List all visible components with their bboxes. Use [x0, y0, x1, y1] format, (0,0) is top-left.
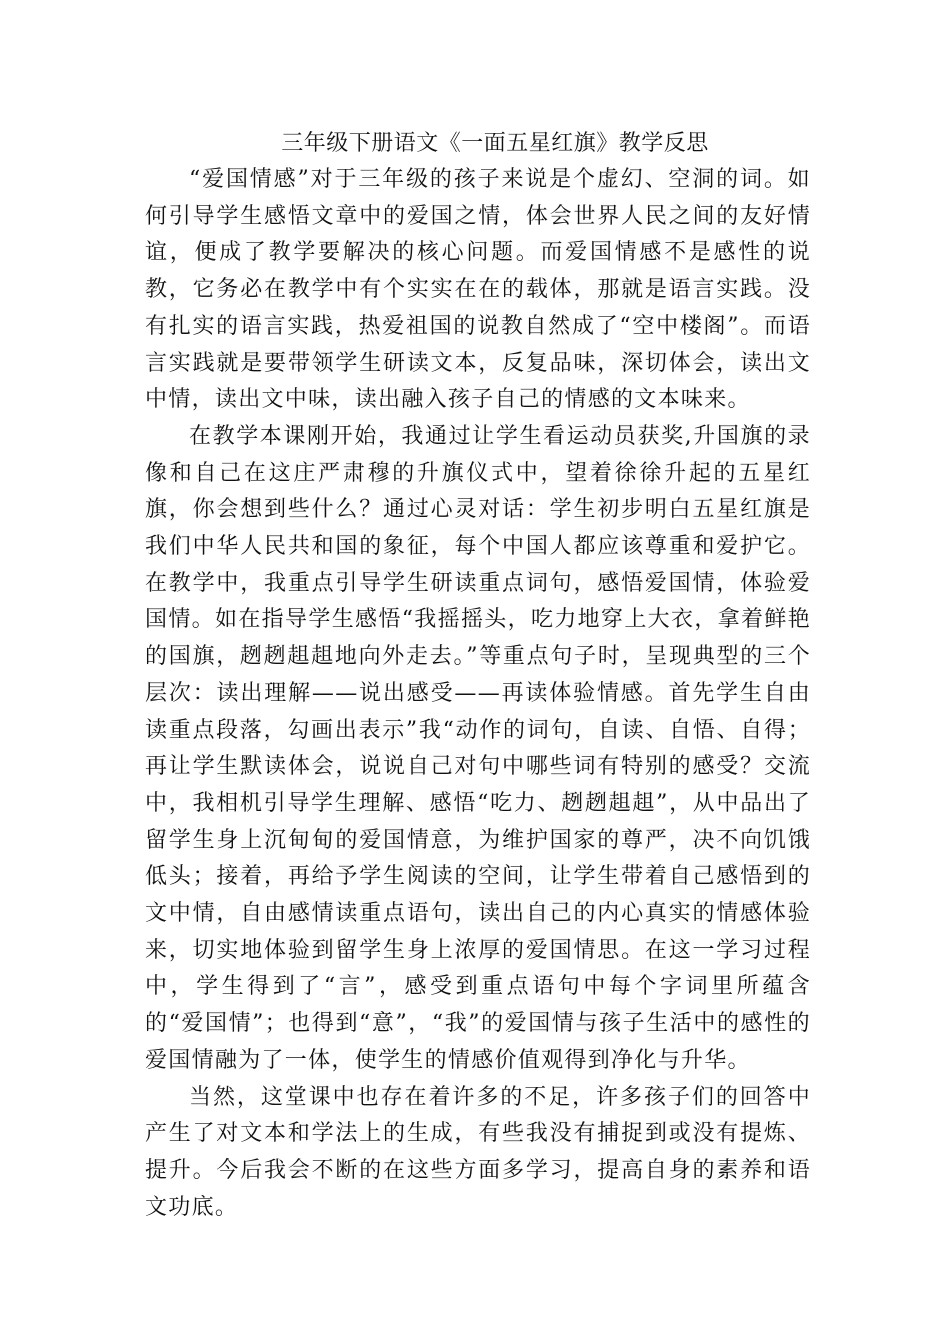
paragraph-1: “爱国情感”对于三年级的孩子来说是个虚幻、空洞的词。如何引导学生感悟文章中的爱国之情，体会世界人民之间的友好情谊，便成了教学要解决的核心问题。而爱国情感不是感性的说教，它务必在教学中有个实实在在的载体，那就是语言实践。没有扎实的语言实践，热爱祖国的说教自然成了“空中楼阁”。而语言实践就是要带领学生研读文本，反复品味，深切体会，读出文中情，读出文中味，读出融入孩子自己的情感的文本味来。	[145, 167, 811, 413]
paragraph-3: 当然，这堂课中也存在着许多的不足，许多孩子们的回答中产生了对文本和学法上的生成，有些我没有捕捉到或没有提炼、提升。今后我会不断的在这些方面多学习，提高自身的素养和语文功底。	[145, 1084, 811, 1220]
document-body	[145, 162, 811, 1226]
paragraph-2: 在教学本课刚开始，我通过让学生看运动员获奖,升国旗的录像和自己在这庄严肃穆的升旗仪式中，望着徐徐升起的五星红旗，你会想到些什么？通过心灵对话：学生初步明白五星红旗是我们中华人民共和国的象征，每个中国人都应该尊重和爱护它。在教学中，我重点引导学生研读重点词句，感悟爱国情，体验爱国情。如在指导学生感悟“我摇摇头，吃力地穿上大衣，拿着鲜艳的国旗，趔趔趄趄地向外走去。”等重点句子时，呈现典型的三个层次：读出理解——说出感受——再读体验情感。首先学生自由读重点段落，勾画出表示”我“动作的词句，自读、自悟、自得；再让学生默读体会，说说自己对句中哪些词有特别的感受？交流中，我相机引导学生理解、感悟“吃力、趔趔趄趄”，从中品出了留学生身上沉甸甸的爱国情意，为维护国家的尊严，决不向饥饿低头；接着，再给予学生阅读的空间，让学生带着自己感悟到的文中情，自由感情读重点语句，读出自己的内心真实的情感体验来，切实地体验到留学生身上浓厚的爱国情思。在这一学习过程中，学生得到了“言”，感受到重点语句中每个字词里所蕴含的“爱国情”；也得到“意”，“我”的爱国情与孩子生活中的感性的爱国情融为了一体，使学生的情感价值观得到净化与升华。	[145, 423, 811, 1073]
document-title: 三年级下册语文《一面五星红旗》教学反思	[281, 131, 709, 156]
